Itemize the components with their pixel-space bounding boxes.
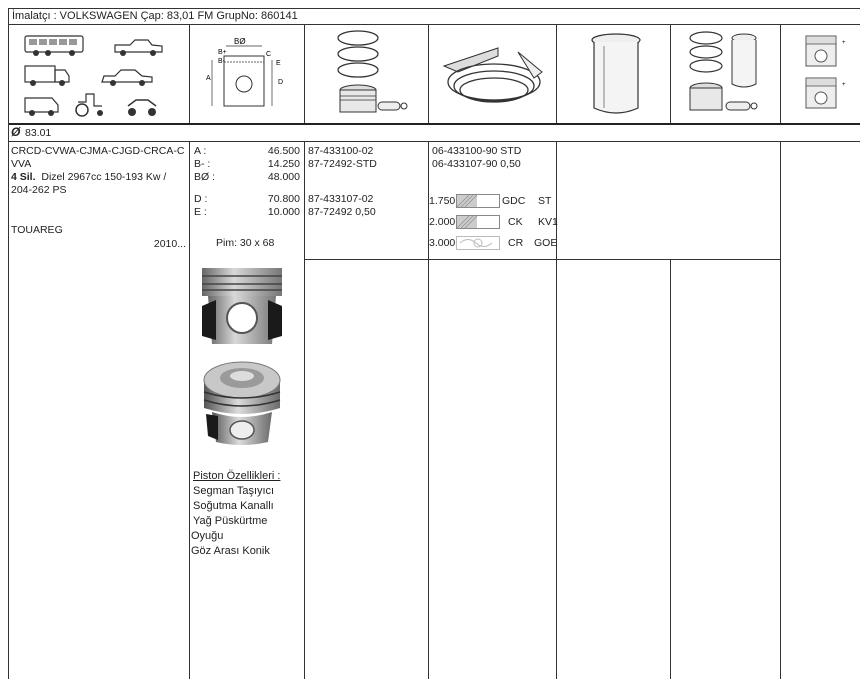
ring-type: CR bbox=[508, 237, 524, 249]
svg-text:+: + bbox=[842, 82, 846, 88]
dimension-value: 48.000 bbox=[267, 171, 300, 183]
ring-profile-icon bbox=[456, 236, 500, 250]
dimension-value: 46.500 bbox=[267, 145, 300, 157]
engine-spec-line bbox=[11, 171, 166, 184]
rings-and-piston-icon bbox=[330, 28, 410, 120]
dimension-label: E : bbox=[194, 206, 207, 218]
piston-kit-icon bbox=[684, 28, 774, 120]
col-divider-6b bbox=[780, 141, 781, 679]
ring-set-icon bbox=[438, 42, 550, 108]
piston-part-number[interactable]: 87-433100-02 bbox=[308, 145, 374, 157]
ring-type: CK bbox=[508, 216, 523, 228]
feature-item: Yağ Püskürtme bbox=[193, 515, 268, 527]
svg-text:BØ: BØ bbox=[234, 37, 246, 46]
piston-photo-side bbox=[198, 266, 286, 348]
engine-spec: Dizel 2967cc 150-193 Kw / bbox=[41, 171, 167, 183]
piston-dimensions-diagram-icon bbox=[196, 34, 300, 118]
engine-codes: CRCD-CVWA-CJMA-CJGD-CRCA-CVVA bbox=[11, 145, 185, 170]
ring-width: 1.750 bbox=[429, 195, 456, 207]
dimension-label: B- : bbox=[194, 158, 211, 170]
ring-width: 2.000 bbox=[429, 216, 456, 228]
col-divider-1b bbox=[189, 141, 190, 679]
dimension-label: A : bbox=[194, 145, 207, 157]
col-divider-5 bbox=[670, 24, 671, 123]
feature-item: Segman Taşıyıcı bbox=[193, 485, 275, 497]
svg-text:C: C bbox=[266, 51, 272, 58]
feature-item: Oyuğu bbox=[191, 530, 224, 542]
dimension-value: 70.800 bbox=[267, 193, 300, 205]
col-divider-6 bbox=[780, 24, 781, 123]
svg-text:D: D bbox=[278, 79, 284, 86]
header-divider bbox=[8, 24, 860, 25]
top-border bbox=[8, 8, 860, 9]
features-title: Piston Özellikleri : bbox=[193, 470, 281, 482]
col-divider-2b bbox=[304, 141, 305, 679]
pin-size: Pim: 30 x 68 bbox=[216, 237, 275, 249]
dimension-value: 10.000 bbox=[267, 206, 300, 218]
icon-row-divider bbox=[8, 123, 860, 125]
left-border bbox=[8, 8, 9, 679]
part-row-divider bbox=[304, 259, 780, 260]
svg-text:E: E bbox=[276, 60, 281, 67]
engine-ps: 204-262 PS bbox=[11, 184, 67, 196]
model-year: 2010... bbox=[153, 238, 186, 250]
feature-item: Göz Arası Konik bbox=[191, 545, 270, 557]
diameter-symbol: Ø bbox=[11, 125, 21, 139]
svg-text:+: + bbox=[842, 40, 846, 46]
piston-part-number[interactable]: 87-72492 0,50 bbox=[308, 206, 376, 218]
dimension-value: 14.250 bbox=[267, 158, 300, 170]
svg-text:A: A bbox=[206, 75, 211, 82]
dimension-label: BØ : bbox=[194, 171, 216, 183]
svg-text:B+: B+ bbox=[218, 49, 227, 56]
ring-profile-icon bbox=[456, 215, 500, 229]
piston-views-icon bbox=[802, 34, 858, 116]
cylinder-liner-icon bbox=[586, 32, 646, 118]
col-divider-1 bbox=[189, 24, 190, 123]
ring-code: ST bbox=[538, 195, 552, 207]
vehicle-types-icon bbox=[20, 30, 180, 120]
ring-profile-icon bbox=[456, 194, 500, 208]
manufacturer-header: İmalatçı : VOLKSWAGEN Çap: 83,01 FM GrupNo: 860141 bbox=[12, 10, 298, 22]
piston-photo-angle bbox=[198, 356, 286, 448]
svg-text:B-: B- bbox=[218, 58, 225, 65]
ring-code: GOE bbox=[534, 237, 558, 249]
ring-code: KV1 bbox=[538, 216, 558, 228]
piston-part-number[interactable]: 87-433107-02 bbox=[308, 193, 374, 205]
diameter-value: 83.01 bbox=[25, 127, 52, 139]
col-divider-3 bbox=[428, 24, 429, 123]
col-divider-5b bbox=[670, 259, 671, 679]
piston-part-number[interactable]: 87-72492-STD bbox=[308, 158, 377, 170]
dimension-label: D : bbox=[194, 193, 208, 205]
vehicle-model: TOUAREG bbox=[11, 224, 63, 236]
col-divider-4 bbox=[556, 24, 557, 123]
col-divider-2 bbox=[304, 24, 305, 123]
feature-item: Soğutma Kanallı bbox=[193, 500, 274, 512]
cylinder-count: 4 Sil. bbox=[11, 171, 36, 183]
ring-part-number[interactable]: 06-433100-90 STD bbox=[432, 145, 522, 157]
ring-part-number[interactable]: 06-433107-90 0,50 bbox=[432, 158, 521, 170]
diameter-row-divider bbox=[8, 141, 860, 142]
ring-width: 3.000 bbox=[429, 237, 456, 249]
ring-type: GDC bbox=[502, 195, 526, 207]
